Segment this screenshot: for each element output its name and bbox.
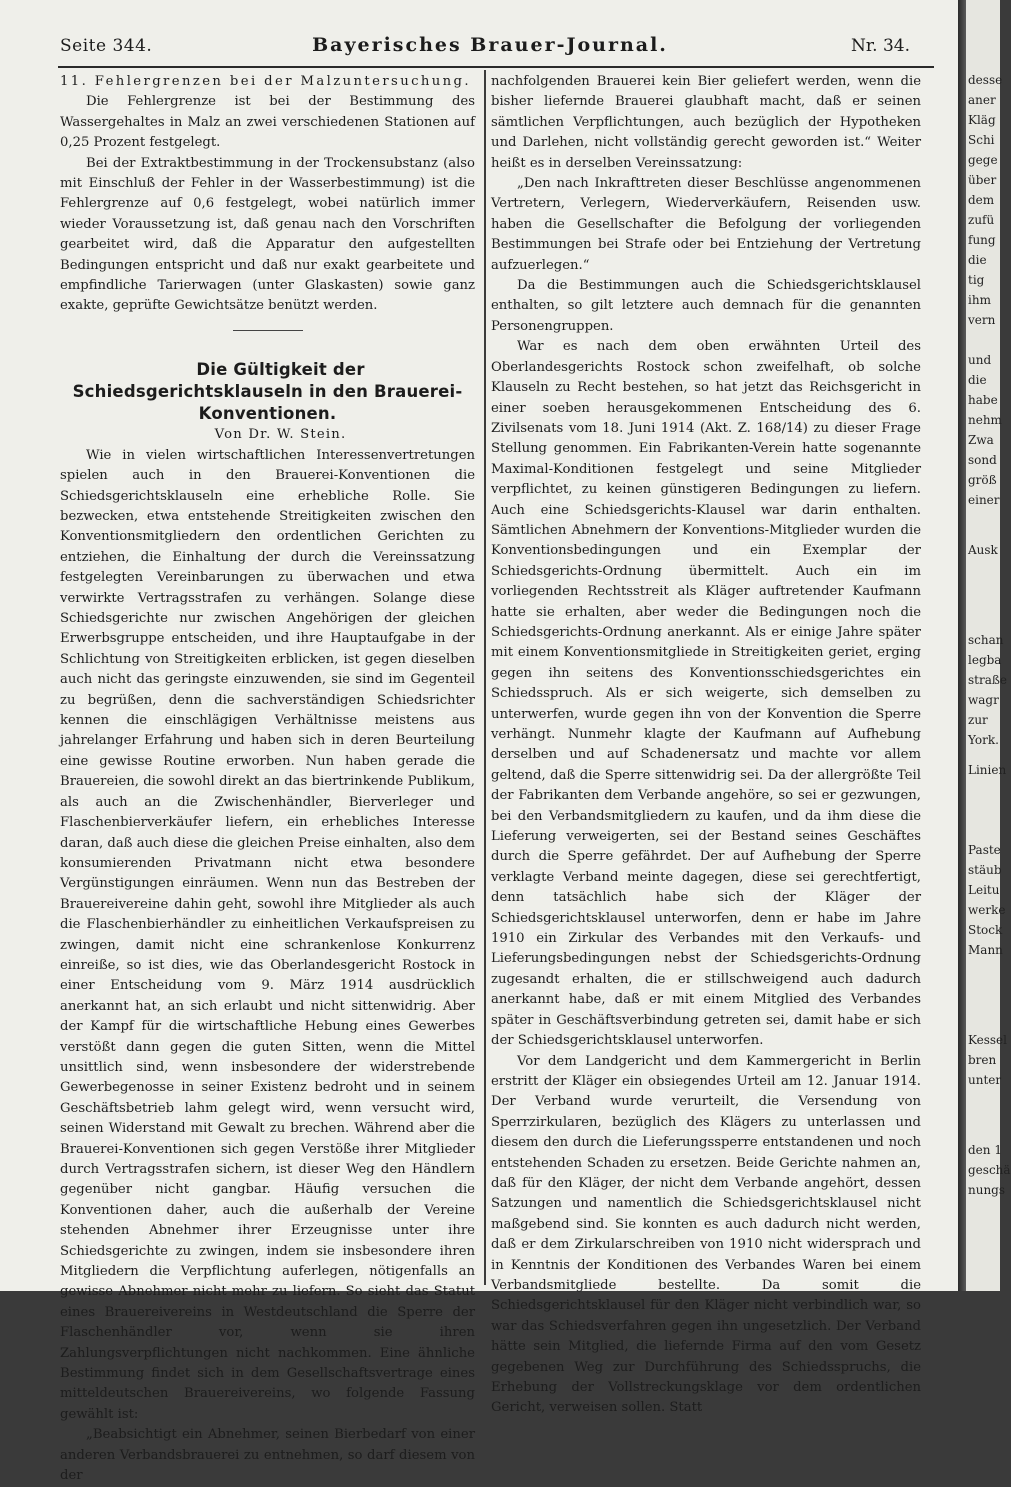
- left-column: [60, 72, 475, 1487]
- next-page-fragment: nehm: [968, 413, 1002, 427]
- next-page-fragment: Mann: [968, 943, 1003, 957]
- next-page-fragment: straße: [968, 673, 1007, 687]
- article-paragraph: War es nach dem oben erwähnten Urteil des Oberlandesgerichts Rostock schon zweifelhaft, ob solche Klauseln zu Recht bestehen, so hat jetzt das Reichsgericht in einer soeben herausgekommenen Entscheidung des 6. Zivilsenats vom 18. Juni 1914 (Akt. Z. 168/14) zu dieser Frage Stellung genommen. Ein Fabrikanten-Verein hatte sogenannte Maximal-Konditionen festgelegt und seine Mitglieder verpflichtet, zu keinen günstigeren Bedingungen zu liefern. Auch eine Schiedsgerichts-Klausel war darin enthalten. Sämtlichen Abnehmern der Konventions-Mitglieder wurden die Konventionsbedingungen und ein Exemplar der Schiedsgerichts-Ordnung übermittelt. Auch ein im vorliegenden Rechtsstreit als Kläger auftretender Kaufmann hatte sie erhalten, aber weder die Bedingungen noch die Schiedsgerichts-Ordnung anerkannt. Als er einige Jahre später mit einem Konventionsmitgliede in Streitigkeiten geriet, erging gegen ihn seitens des Konventionsschiedsgerichtes ein Schiedsspruch. Als er sich weigerte, sich demselben zu unterwerfen, wurde gegen ihn von der Konvention die Sperre verhängt. Nunmehr klagte der Kaufmann auf Aufhebung derselben und auf Schadenersatz und machte vor allem geltend, daß die Sperre sittenwidrig sei. Da der allergrößte Teil der Fabrikanten dem Verbande angehöre, so sei er gezwungen, bei den Verbandsmitgliedern zu kaufen, und da ihm diese die Lieferung verweigerten, sei der Bestand seines Geschäftes durch die Sperre gefährdet. Der auf Aufhebung der Sperre verklagte Verband meinte dagegen, diese sei gerechtfertigt, denn tatsächlich habe sich der Kläger der Schiedsgerichtsklausel unterworfen, denn er habe im Jahre 1910 ein Zirkular des Verbandes mit den Verkaufs- und Lieferungsbedingungen nebst der Schiedsgerichts-Ordnung zugesandt erhalten, die er stillschweigend auch dadurch anerkannt habe, daß er mit einem Mitglied des Verbandes später in Geschäftsverbindung getreten sei, damit habe er sich der Schiedsgerichtsklausel unterworfen.: [491, 339, 921, 1049]
- article-quote: „Den nach Inkrafttreten dieser Beschlüsse angenommenen Vertretern, Verlegern, Wiederverkäufern, Reisenden usw. haben die Gesellschafter die Befolgung der vorliegenden Bestimmungen bei Strafe oder bei Entziehung der Vertretung aufzuerlegen.“: [491, 176, 921, 273]
- next-page-fragment: Linien: [968, 763, 1007, 777]
- next-page-fragment: legba: [968, 653, 1002, 667]
- next-page-fragment: einer: [968, 493, 1000, 507]
- next-page-fragment: vern: [968, 313, 996, 327]
- article-title: Die Gültigkeit der Schiedsgerichtsklauseln in den Brauerei-Konventionen.: [72, 360, 463, 424]
- next-page-fragment: die: [968, 253, 987, 267]
- next-page-fragment: wagr: [968, 693, 999, 707]
- next-page-fragment: ihm: [968, 293, 991, 307]
- journal-title: Bayerisches Brauer-Journal.: [312, 34, 668, 56]
- next-page-fragment: York.: [968, 733, 999, 747]
- next-page-fragment: größ: [968, 473, 997, 487]
- next-page-fragment: zur: [968, 713, 988, 727]
- next-page-fragment: habe: [968, 393, 998, 407]
- next-page-fragment: Kläg: [968, 113, 996, 127]
- next-page-fragment: werke: [968, 903, 1006, 917]
- next-page-fragment: desse: [968, 73, 1003, 87]
- page-number: Seite 344.: [60, 36, 153, 56]
- next-page-fragment: den 1: [968, 1143, 1002, 1157]
- column-divider: [484, 70, 486, 1285]
- next-page-fragment: über: [968, 173, 997, 187]
- section-paragraph: Die Fehlergrenze ist bei der Bestimmung des Wassergehaltes in Malz an zwei verschiedenen Stationen auf 0,25 Prozent festgelegt.: [60, 94, 475, 151]
- next-page-fragment: Ausk: [968, 543, 998, 557]
- next-page-fragment: Schi: [968, 133, 995, 147]
- next-page-fragment: Paste: [968, 843, 1001, 857]
- next-page-fragment: geschä: [968, 1163, 1011, 1177]
- article-quote: „Beabsichtigt ein Abnehmer, seinen Bierbedarf von einer anderen Verbandsbrauerei zu entnehmen, so darf diesem von der: [60, 1427, 475, 1484]
- next-page-fragment: zufü: [968, 213, 995, 227]
- next-page-fragment: und: [968, 353, 992, 367]
- article-paragraph: nachfolgenden Brauerei kein Bier geliefert werden, wenn die bisher liefernde Brauerei glaubhaft macht, daß er seinen sämtlichen Verpflichtungen, auch bezüglich der Hypotheken und Darlehen, nicht vollständig gerecht geworden ist.“ Weiter heißt es in derselben Vereinssatzung:: [491, 74, 921, 171]
- issue-number: Nr. 34.: [851, 36, 910, 56]
- next-page-fragment: aner: [968, 93, 996, 107]
- next-page-fragment: dem: [968, 193, 995, 207]
- article-paragraph: Wie in vielen wirtschaftlichen Interessenvertretungen spielen auch in den Brauerei-Konventionen die Schiedsgerichtsklauseln eine erhebliche Rolle. Sie bezwecken, etwa entstehende Streitigkeiten zwischen den Konventionsmitgliedern den ordentlichen Gerichten zu entziehen, die Einhaltung der durch die Vereinssatzung festgelegten Vereinbarungen zu überwachen und etwa verwirkte Vertragsstrafen zu verhängen. Solange diese Schiedsgerichte nur zwischen Angehörigen der gleichen Erwerbsgruppe entscheiden, und ihre Hauptaufgabe in der Schlichtung von Streitigkeiten erblicken, ist gegen dieselben auch nicht das geringste einzuwenden, sie sind im Gegenteil zu begrüßen, denn die sachverständigen Schiedsrichter kennen die einschlägigen Verhältnisse meistens aus jahrelanger Erfahrung und haben sich in deren Beurteilung eine gewisse Routine erworben. Nun haben gerade die Brauereien, die sowohl direkt an das biertrinkende Publikum, als auch an die Zwischenhändler, Bierverleger und Flaschenbierverkäufer liefern, ein erhebliches Interesse daran, daß auch diese die gleichen Preise einhalten, also dem konsumierenden Privatmann nicht etwa besondere Vergünstigungen einräumen. Wenn nun das Bestreben der Brauereivereine dahin geht, sowohl ihre Mitglieder als auch die Flaschenbierhändler zu einheitlichen Verkaufspreisen zu zwingen, damit nicht eine schrankenlose Konkurrenz einreiße, so ist dies, wie das Oberlandesgericht Rostock in einer Entscheidung vom 9. März 1914 ausdrücklich anerkannt hat, an sich erlaubt und nicht sittenwidrig. Aber der Kampf für die wirtschaftliche Hebung eines Gewerbes verstößt dann gegen die guten Sitten, wenn die Mittel unsittlich sind, wenn insbesondere der widerstrebende Gewerbegenosse in seiner Existenz bedroht und in seinem Geschäftsbetrieb lahm gelegt wird, wenn versucht wird, seinen Widerstand mit Gewalt zu brechen. Während aber die Brauerei-Konventionen sich gegen Verstöße ihrer Mitglieder durch Vertragsstrafen sichern, ist dieser Weg den Händlern gegenüber nicht gangbar. Häufig versuchen die Konventionen daher, auch die außerhalb der Vereine stehenden Abnehmer ihrer Erzeugnisse unter ihre Schiedsgerichte zu zwingen, indem sie insbesondere ihren Mitgliedern die Verpflichtung auferlegen, nötigenfalls an gewisse Abnehmer nicht mehr zu liefern. So sieht das Statut eines Brauereivereins in Westdeutschland die Sperre der Flaschenhändler vor, wenn sie ihren Zahlungsverpflichtungen nicht nachkommen. Eine ähnliche Bestimmung findet sich in dem Gesellschaftsvertrage eines mitteldeutschen Brauereivereins, wo folgende Fassung gewählt ist:: [60, 447, 475, 1422]
- next-page-fragment: tig: [968, 273, 985, 287]
- next-page-fragment: Stock: [968, 923, 1003, 937]
- section-paragraph: Bei der Extraktbestimmung in der Trockensubstanz (also mit Einschluß der Fehler in der Wasserbestimmung) ist die Fehlergrenze auf 0,6 festgelegt, wobei natürlich immer wieder Voraussetzung ist, daß genau nach den Vorschriften gearbeitet wird, daß die Apparatur den aufgestellten Bedingungen entspricht und daß nur exakt gearbeitete und empfindliche Tarierwagen (unter Glaskasten) sowie ganz exakte, geprüfte Gewichtsätze benützt werden.: [60, 155, 475, 314]
- next-page-fragment: fung: [968, 233, 996, 247]
- right-column: [491, 72, 921, 1419]
- next-page-fragment: Zwa: [968, 433, 994, 447]
- next-page-fragment: gege: [968, 153, 998, 167]
- next-page-fragment: Leitu: [968, 883, 1000, 897]
- next-page-fragment: Kessel: [968, 1033, 1007, 1047]
- next-page-fragment: unter: [968, 1073, 1002, 1087]
- section-divider: [233, 330, 303, 332]
- next-page-fragment: bren: [968, 1053, 997, 1067]
- article-paragraph: Vor dem Landgericht und dem Kammergericht in Berlin erstritt der Kläger ein obsiegendes Urteil am 12. Januar 1914. Der Verband wurde verurteilt, die Versendung von Sperrzirkularen, bezüglich des Klägers zu unterlassen und diesem den durch die Lieferungssperre entstandenen und noch entstehenden Schaden zu ersetzen. Beide Gerichte nahmen an, daß für den Kläger, der nicht dem Verbande angehört, dessen Satzungen und namentlich die Schiedsgerichtsklausel nicht maßgebend sind. Sie konnten es auch dadurch nicht werden, daß er dem Zirkularschreiben von 1910 nicht widersprach und in Kenntnis der Konditionen des Verbandes Waren bei einem Verbandsmitgliede bestellte. Da somit die Schiedsgerichtsklausel für den Kläger nicht verbindlich war, so war das Schiedsverfahren gegen ihn ungesetzlich. Der Verband hätte sein Mitglied, die liefernde Firma auf den vom Gesetz gegebenen Weg zur Durchführung des Schiedsspruchs, die Erhebung der Vollstreckungsklage vor dem ordentlichen Gericht, verweisen sollen. Statt: [491, 1053, 921, 1416]
- article-byline: Von Dr. W. Stein.: [214, 427, 347, 443]
- next-page-fragment: sond: [968, 453, 997, 467]
- next-page-fragment: nungs: [968, 1183, 1006, 1197]
- next-page-fragment: die: [968, 373, 987, 387]
- page-header: [60, 36, 920, 66]
- next-page-edge: [966, 0, 1011, 1291]
- next-page-fragment: schan: [968, 633, 1004, 647]
- next-page-fragment: stäub: [968, 863, 1002, 877]
- section-heading: 11. Fehlergrenzen bei der Malzuntersuchung.: [60, 74, 471, 89]
- header-rule: [58, 66, 934, 68]
- article-paragraph: Da die Bestimmungen auch die Schiedsgerichtsklausel enthalten, so gilt letztere auch demnach für die genannten Personengruppen.: [491, 278, 921, 334]
